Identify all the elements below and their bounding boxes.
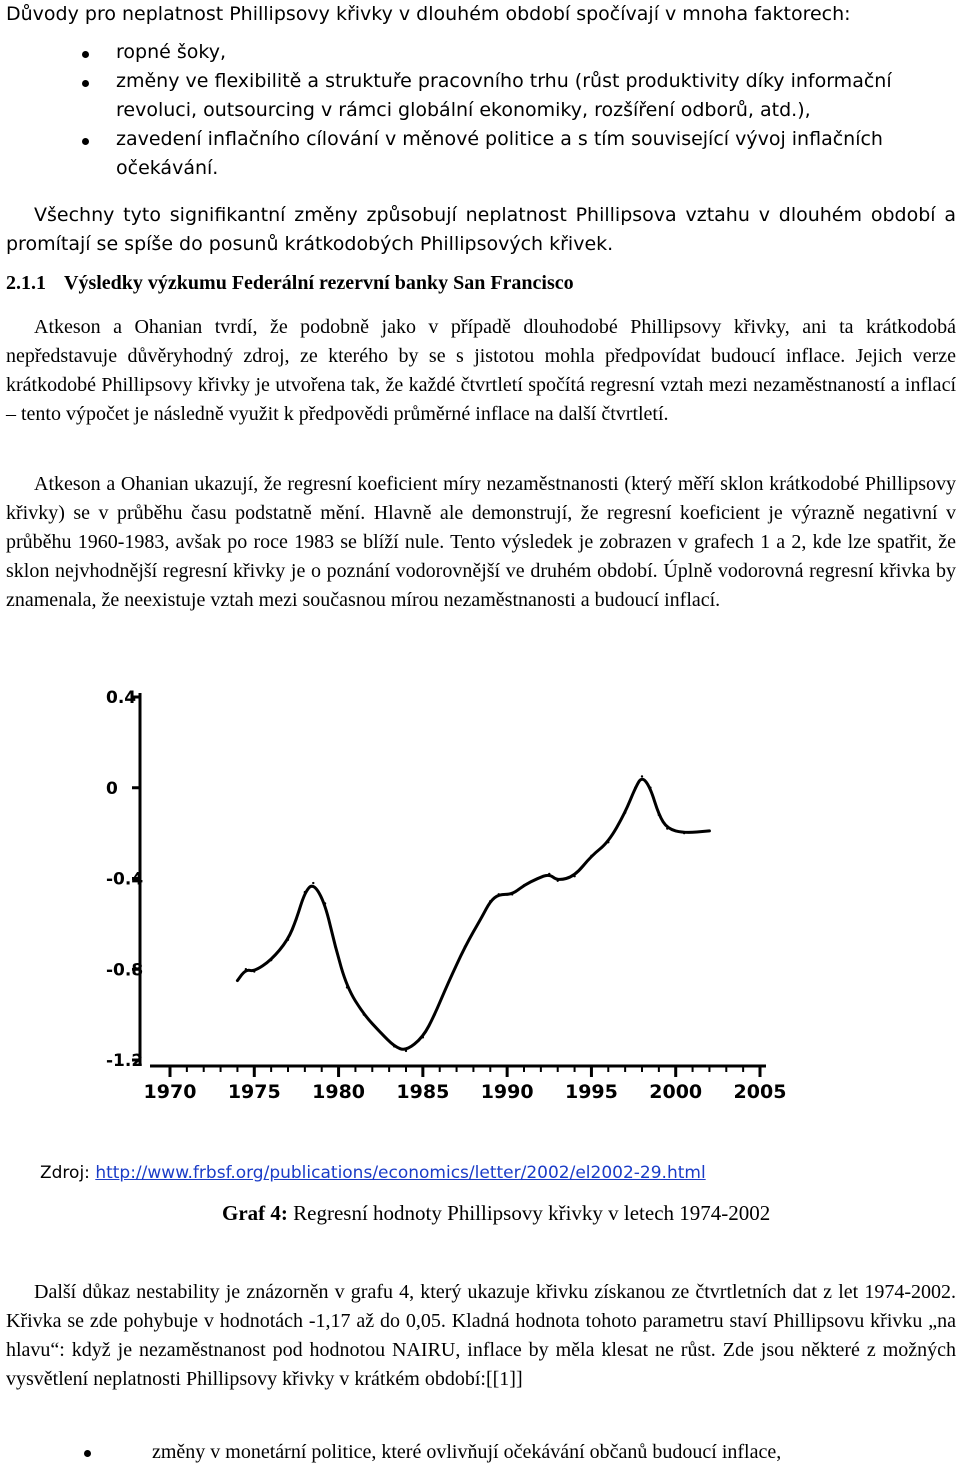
data-point (253, 970, 255, 972)
data-point (464, 945, 466, 947)
data-point (304, 891, 306, 893)
regression-chart (90, 680, 787, 1120)
bullet-text: ropné šoky, (116, 41, 226, 63)
source-link[interactable]: http://www.frbsf.org/publications/economics/letter/2002/el2002-29.html (95, 1163, 706, 1183)
data-point (236, 979, 238, 981)
section-title: Výsledky výzkumu Federální rezervní banky San Francisco (64, 272, 574, 294)
data-point (557, 880, 559, 882)
list-item (80, 67, 958, 125)
intro-bullet-list (80, 38, 958, 183)
data-point (405, 1050, 407, 1052)
data-point (511, 893, 513, 895)
section-paragraph-1: Atkeson a Ohanian tvrdí, že podobně jako v případě dlouhodobé Phillipsovy křivky, ani ta krátkodobá nepředstavuje důvěryhodný zdroj, ze kterého by se s jistotou mohla předpovídat budoucí inflace. Jejich verze krátkodobé Phillipsovy křivky je utvořena tak, že každé čtvrtletí spočítá regresní vztah mezi nezaměstnaností a inflací – tento výpočet je následně využit k předpovědi průměrné inflace na další čtvrtletí. (6, 316, 956, 425)
chart-caption (222, 1201, 770, 1226)
after-bullet-list (80, 1438, 958, 1467)
x-tick-label: 1975 (227, 1081, 281, 1103)
source-label: Zdroj: (40, 1163, 90, 1183)
section-paragraph-2: Atkeson a Ohanian ukazují, že regresní koeficient míry nezaměstnanosti (který měří sklon krátkodobé Phillipsovy křivky) se v průběhu času podstatně mění. Hlavně ale demonstrují, že regresní koeficient je výrazně negativní v průběhu 1960-1983, avšak po roce 1983 se blíží nule. Tento výsledek je zobrazen v grafech 1 a 2, kde lze spatřit, že sklon nejvhodnější regresní křivky je o poznání vodorovnější ve druhém období. Úplně vodorovná regresní křivka by znamenala, že neexistuje vztah mezi současnou mírou nezaměstnanosti a budoucí inflací. (6, 473, 956, 611)
data-point (324, 902, 326, 904)
caption-label: Graf 4: (222, 1201, 288, 1225)
after-paragraph: Další důkaz nestability je znázorněn v grafu 4, který ukazuje křivku získanou ze čtvrtletních dat z let 1974-2002. Křivka se zde pohybuje v hodnotách -1,17 až do 0,05. Kladná hodnota tohoto parametru staví Phillipsovu křivku „na hlavu“: když je nezaměstnanost pod hodnotou NAIRU, inflace by měla klesat ne růst. Zde jsou některé z možných vysvětlení neplatnosti Phillipsovy křivky v krátkém období:[[1]] (6, 1281, 956, 1390)
bullet-dot-icon (84, 1450, 91, 1457)
y-tick-label: -1.2 (106, 1051, 144, 1071)
data-point (624, 812, 626, 814)
data-point (658, 814, 660, 816)
intro-closing-paragraph: Všechny tyto signifikantní změny způsobují neplatnost Phillipsova vztahu v dlouhém období a promítají se spíše do posunů krátkodobých Phillipsových křivek. (6, 204, 956, 255)
y-tick-label: -0.4 (106, 869, 144, 890)
y-tick-label: 0 (106, 778, 118, 799)
x-tick-label: 1970 (143, 1081, 197, 1103)
x-tick-label: 2005 (733, 1081, 787, 1103)
data-point (481, 916, 483, 918)
x-tick-label: 1995 (564, 1081, 618, 1103)
caption-text: Regresní hodnoty Phillipsovy křivky v letech 1974-2002 (293, 1201, 771, 1225)
source-line (40, 1163, 706, 1183)
bullet-dot-icon (82, 138, 89, 145)
intro-text: Důvody pro neplatnost Phillipsovy křivky v dlouhém období spočívají v mnoha faktorech: (6, 3, 851, 25)
data-point (573, 875, 575, 877)
bullet-text: změny ve flexibilitě a struktuře pracovního trhu (růst produktivity díky informační revoluci, outsourcing v rámci globální ekonomiky, rozšíření odborů, atd.), (116, 70, 892, 121)
data-point (634, 787, 636, 789)
bullet-dot-icon (82, 80, 89, 87)
bullet-dot-icon (82, 51, 89, 58)
x-tick-label: 1980 (312, 1081, 366, 1103)
x-tick-label: 1990 (480, 1081, 534, 1103)
data-point (270, 959, 272, 961)
series-line-regression-coefficient (237, 779, 709, 1049)
x-axis (144, 1066, 787, 1103)
bullet-text: změny v monetární politice, které ovlivňují očekávání občanů budoucí inflace, (152, 1441, 782, 1463)
data-point (649, 787, 651, 789)
data-point (536, 877, 538, 879)
data-point (422, 1036, 424, 1038)
data-point (523, 884, 525, 886)
data-point (708, 830, 710, 832)
data-point (380, 1032, 382, 1034)
data-point (334, 945, 336, 947)
data-point (666, 827, 668, 829)
x-tick-label: 1985 (396, 1081, 450, 1103)
data-point (312, 882, 314, 884)
bullet-text: zavedení inflačního cílování v měnové politice a s tím související vývoj inflačních očekávání. (116, 128, 883, 179)
data-point (641, 775, 643, 777)
list-item (80, 38, 958, 67)
data-point (393, 1045, 395, 1047)
data-point (363, 1013, 365, 1015)
data-point (607, 841, 609, 843)
x-tick-label: 2000 (649, 1081, 703, 1103)
y-tick-label: 0.4 (106, 688, 137, 708)
data-point (295, 918, 297, 920)
list-item (80, 1438, 958, 1467)
section-heading (6, 272, 956, 295)
y-axis (106, 688, 143, 1071)
list-item (80, 125, 958, 183)
data-point (245, 968, 247, 970)
y-tick-label: -0.8 (106, 960, 144, 981)
section-number: 2.1.1 (6, 272, 46, 294)
data-point (590, 855, 592, 857)
data-point (346, 986, 348, 988)
data-points (236, 775, 710, 1052)
data-point (447, 982, 449, 984)
data-point (433, 1013, 435, 1015)
data-point (498, 893, 500, 895)
data-point (683, 832, 685, 834)
data-point (548, 873, 550, 875)
data-point (489, 900, 491, 902)
data-point (287, 939, 289, 941)
